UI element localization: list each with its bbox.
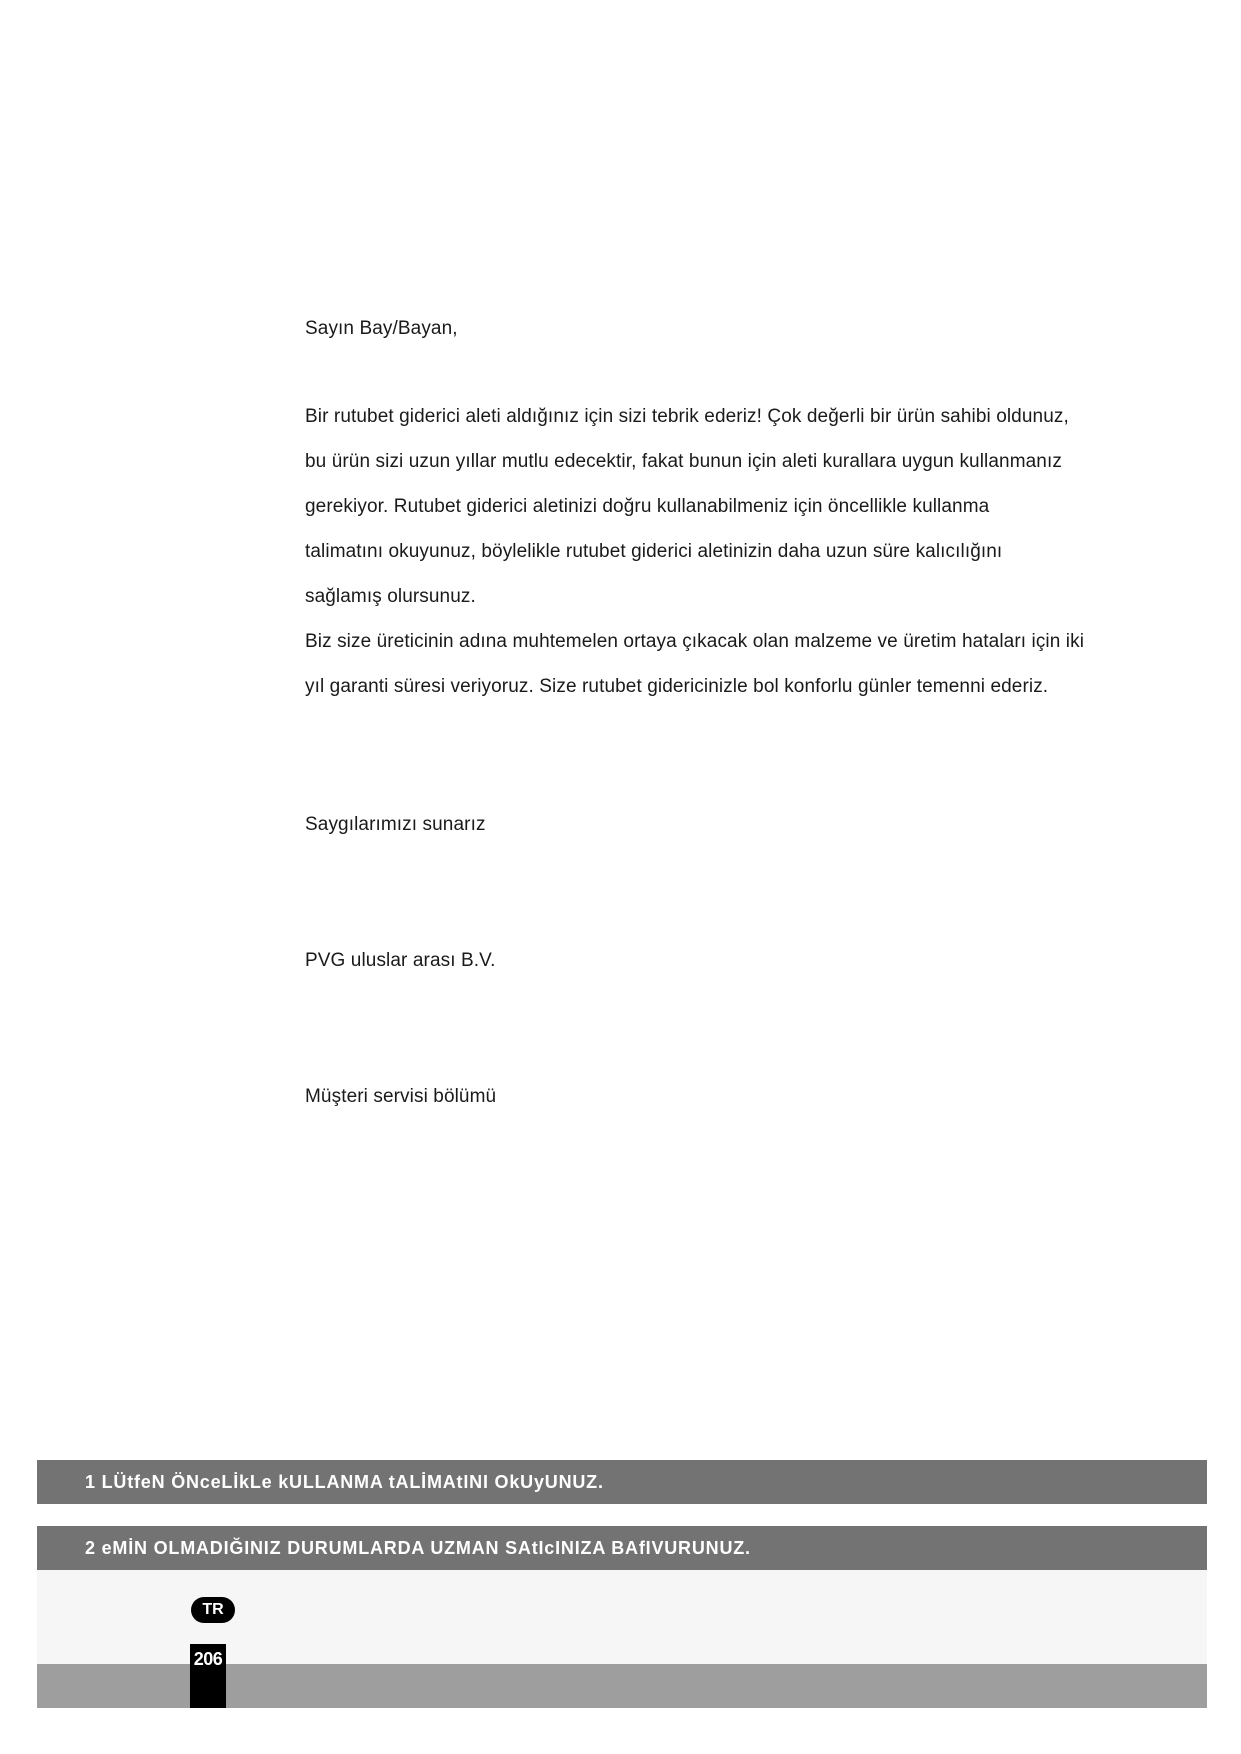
- notice-text: 1 LÜtfeN ÖNceLİkLe kULLANMA tALİMAtINI OkUyUNUZ.: [85, 1472, 604, 1492]
- notice-text: 2 eMİN OLMADIĞINIZ DURUMLARDA UZMAN SAtIcINIZA BAfIVURUNUZ.: [85, 1538, 751, 1558]
- body-line: gerekiyor. Rutubet giderici aletinizi doğru kullanabilmeniz için öncellikle kullanma: [305, 496, 990, 517]
- body-line: Bir rutubet giderici aleti aldığınız için sizi tebrik ederiz! Çok değerli bir ürün sahibi oldunuz,: [305, 406, 1069, 427]
- page-number: 206: [190, 1644, 226, 1708]
- language-badge: TR: [191, 1597, 235, 1623]
- department-name: Müşteri servisi bölümü: [305, 1086, 497, 1107]
- company-name: PVG uluslar arası B.V.: [305, 950, 496, 971]
- closing-phrase: Saygılarımızı sunarız: [305, 814, 486, 835]
- salutation: Sayın Bay/Bayan,: [305, 318, 458, 339]
- body-line: yıl garanti süresi veriyoruz. Size rutubet gidericinizle bol konforlu günler temenni ederiz.: [305, 676, 1049, 697]
- body-line: Biz size üreticinin adına muhtemelen ortaya çıkacak olan malzeme ve üretim hataları için iki: [305, 631, 1085, 652]
- notice-band-2: [37, 1526, 1207, 1570]
- body-line: sağlamış olursunuz.: [305, 586, 476, 607]
- letter: [305, 314, 1125, 1107]
- body-line: bu ürün sizi uzun yıllar mutlu edecektir, fakat bunun için aleti kurallara uygun kullanmanız: [305, 451, 1062, 472]
- letter-body: [305, 402, 1084, 717]
- notice-band-1: [37, 1460, 1207, 1504]
- body-line: talimatını okuyunuz, böylelikle rutubet giderici aletinizin daha uzun süre kalıcılığını: [305, 541, 1003, 562]
